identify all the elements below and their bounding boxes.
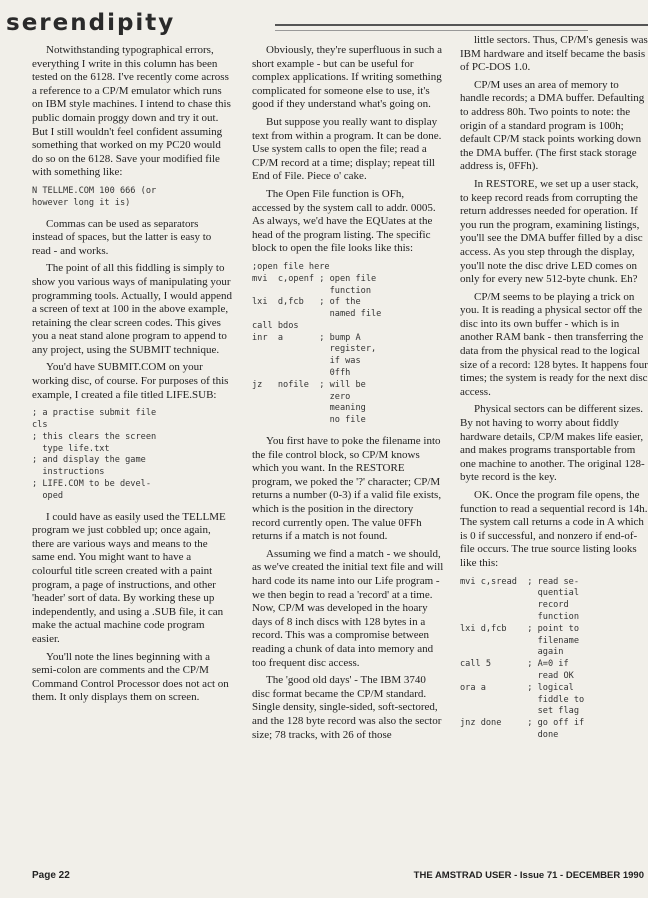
header-rule (275, 24, 648, 26)
paragraph: I could have as easily used the TELLME program we just cobbled up; once again, there are various ways and means to the same end. You might want to have a colourful title screen created with a paint program, a page of instructions, and other 'header' sort of data. By working these up independently, and using a .SUB file, it can make the actual machine code program easier. (32, 510, 226, 645)
page-number: Page 22 (32, 870, 70, 881)
issue-info: THE AMSTRAD USER - Issue 71 - DECEMBER 1990 (413, 870, 644, 881)
column-title: serendipity (6, 10, 176, 36)
paragraph: You first have to poke the filename into the file control block, so CP/M knows which you want. In the RESTORE program, we poked the '?' character; CP/M returns a number (0-3) if a valid file exists, which is the position in the directory record currently open. The value 0FFh returns if a match is not found. (252, 435, 442, 543)
code-listing: ; a practise submit file cls ; this clears the screen type life.txt ; and display the game instructions ; LIFE.COM to be devel- oped (32, 408, 157, 501)
paragraph: OK. Once the program file opens, the function to read a sequential record is 14h. The system call returns a code in A which is 0 if successful, and nonzero if end-of-file occurs. The true source listing looks like this: (460, 489, 648, 569)
header-rule-secondary (275, 30, 588, 31)
paragraph: Obviously, they're superfluous in such a short example - but can be useful for complex applications. If writing something complicated for someone else to use, it's good if they understand what's going on. (252, 44, 443, 111)
paragraph: Commas can be used as separators instead of spaces, but the latter is easy to read - and works. (32, 217, 212, 257)
paragraph: little sectors. Thus, CP/M's genesis was IBM hardware and itself became the basis of PC-DOS 1.0. (460, 34, 648, 74)
code-listing: N TELLME.COM 100 666 (or however long it is) (32, 185, 157, 208)
paragraph: The point of all this fiddling is simply to show you various ways of manipulating your programming tools. Actually, I would append a screen of text at 100 in the above example, retaining the clear screen codes. This gives you a neat stand alone program to append to any project, using the SUBMIT technique. (32, 262, 232, 356)
paragraph: The Open File function is OFh, accessed by the system call to addr. 0005. As always, we'd have the EQUates at the head of the program listing. The specific block to open the file looks like this: (252, 187, 436, 255)
paragraph: But suppose you really want to display text from within a program. It can be done. Use system calls to open the file; read a CP/M record at a time; display; repeat till End of File. Piece o' cake. (252, 115, 442, 183)
paragraph: Physical sectors can be different sizes. By not having to worry about fiddly hardware details, CP/M makes life easier, and makes programs transportable from one machine to another. The original 128-byte record is the key. (460, 403, 645, 484)
paragraph: Notwithstanding typographical errors, everything I write in this column has been tested on the 6128. I've recently come across a reference to a CP/M emulator which runs on IBM style machines. I intend to chase this public domain proggy down and try it out. But I still wouldn't feel confident assuming something that worked on my PC20 would do so on the 6128. Save your modified file with something like: (32, 44, 231, 179)
column-2 (252, 44, 444, 856)
paragraph: In RESTORE, we set up a user stack, to keep record reads from corrupting the return addresses needed for operation. If you run the program, examining listings, you'll see the DMA buffer filled by a disc access. As you step through the display, you'll note the disc drive LED comes on only for every new 512-byte chunk. Eh? (460, 177, 643, 286)
code-listing: ;open file here mvi c,openf ; open file function lxi d,fcb ; of the named file call bdos inr a ; bump A register, if was 0ffh jz nofile ; will be zero meaning no file (252, 261, 382, 426)
paragraph: You'll note the lines beginning with a semi-colon are comments and the CP/M Command Control Processor does not act on them. It only displays them on screen. (32, 650, 229, 704)
paragraph: Assuming we find a match - we should, as we've created the initial text file and will hard code its name into our Life program - we then begin to read a 'record' at a time. Now, CP/M was developed in the hoary days of 8 inch discs with 128 bytes in a record. This was a compromise between reading a chunk of data into memory and too frequent disc access. (252, 547, 444, 669)
paragraph: CP/M uses an area of memory to handle records; a DMA buffer. Defaulting to address 80h. Two points to note: the origin of a standard program is 100h; default CP/M stack points working down the DMA buffer. (The first stack storage address is, 0FFh). (460, 78, 645, 173)
paragraph: You'd have SUBMIT.COM on your working disc, of course. For purposes of this example, I created a file titled LIFE.SUB: (32, 361, 229, 401)
paragraph: The 'good old days' - The IBM 3740 disc format became the CP/M standard. Single density, single-sided, soft-sectored, and the 128 byte record was also the sector size; 78 tracks, with 26 of those (252, 674, 442, 741)
column-1 (32, 44, 232, 856)
code-listing: mvi c,sread ; read se- quential record function lxi d,fcb ; point to filename again call 5 ; A=0 if read OK ora a ; logical fiddle to set flag jnz done ; go off if done (460, 576, 585, 740)
page-footer (0, 866, 648, 898)
paragraph: CP/M seems to be playing a trick on you. It is reading a physical sector off the disc into its own buffer - which is in another RAM bank - then transferring the data from the physical read to the logical size of a record: 128 bytes. It happens four times; the system is ready for the next disc access. (460, 290, 648, 398)
column-3 (460, 34, 648, 846)
